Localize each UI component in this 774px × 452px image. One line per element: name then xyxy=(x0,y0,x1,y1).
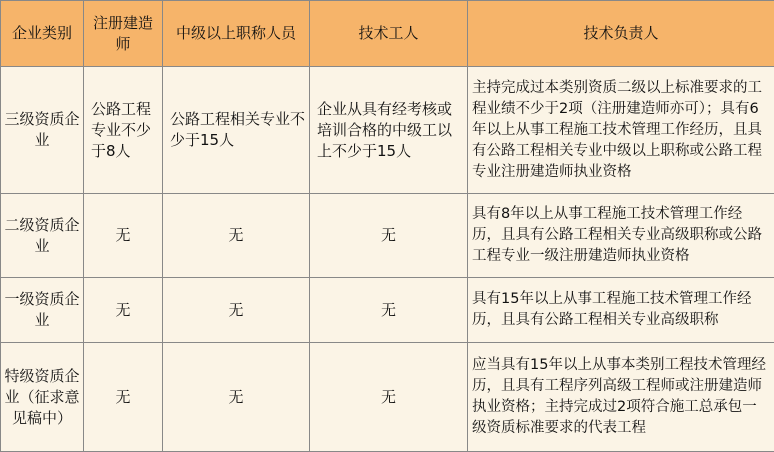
row-technical-lead: 具有8年以上从事工程施工技术管理工作经历，且具有公路工程相关专业高级职称或公路工程专业一级注册建造师执业资格 xyxy=(468,194,774,278)
header-technical-workers: 技术工人 xyxy=(310,1,468,67)
header-mid-title-staff: 中级以上职称人员 xyxy=(163,1,310,67)
table-row xyxy=(1,67,774,194)
row-category: 一级资质企业 xyxy=(1,278,84,343)
table-row xyxy=(1,278,774,343)
row-mid-title-staff: 无 xyxy=(163,343,310,452)
table-row xyxy=(1,194,774,278)
row-mid-title-staff: 无 xyxy=(163,278,310,343)
row-technical-workers: 企业从具有经考核或培训合格的中级工以上不少于15人 xyxy=(310,67,468,194)
row-mid-title-staff: 无 xyxy=(163,194,310,278)
row-registered-builder: 无 xyxy=(84,194,163,278)
row-category: 特级资质企业（征求意见稿中） xyxy=(1,343,84,452)
row-technical-lead: 主持完成过本类别资质二级以上标准要求的工程业绩不少于2项（注册建造师亦可）；具有6年以上从事工程施工技术管理工作经历，且具有公路工程相关专业中级以上职称或公路工程专业注册建造师执业资格 xyxy=(468,67,774,194)
header-registered-builder: 注册建造师 xyxy=(84,1,163,67)
row-technical-lead: 应当具有15年以上从事本类别工程技术管理经历，且具有工程序列高级工程师或注册建造师执业资格；主持完成过2项符合施工总承包一级资质标准要求的代表工程 xyxy=(468,343,774,452)
header-enterprise-category: 企业类别 xyxy=(1,1,84,67)
header-technical-lead: 技术负责人 xyxy=(468,1,774,67)
row-category: 三级资质企业 xyxy=(1,67,84,194)
row-registered-builder: 无 xyxy=(84,278,163,343)
row-category: 二级资质企业 xyxy=(1,194,84,278)
table-row xyxy=(1,343,774,452)
row-registered-builder: 无 xyxy=(84,343,163,452)
row-technical-lead: 具有15年以上从事工程施工技术管理工作经历，且具有公路工程相关专业高级职称 xyxy=(468,278,774,343)
header-row xyxy=(1,1,774,67)
row-technical-workers: 无 xyxy=(310,343,468,452)
row-technical-workers: 无 xyxy=(310,194,468,278)
row-technical-workers: 无 xyxy=(310,278,468,343)
row-mid-title-staff: 公路工程相关专业不少于15人 xyxy=(163,67,310,194)
row-registered-builder: 公路工程专业不少于8人 xyxy=(84,67,163,194)
